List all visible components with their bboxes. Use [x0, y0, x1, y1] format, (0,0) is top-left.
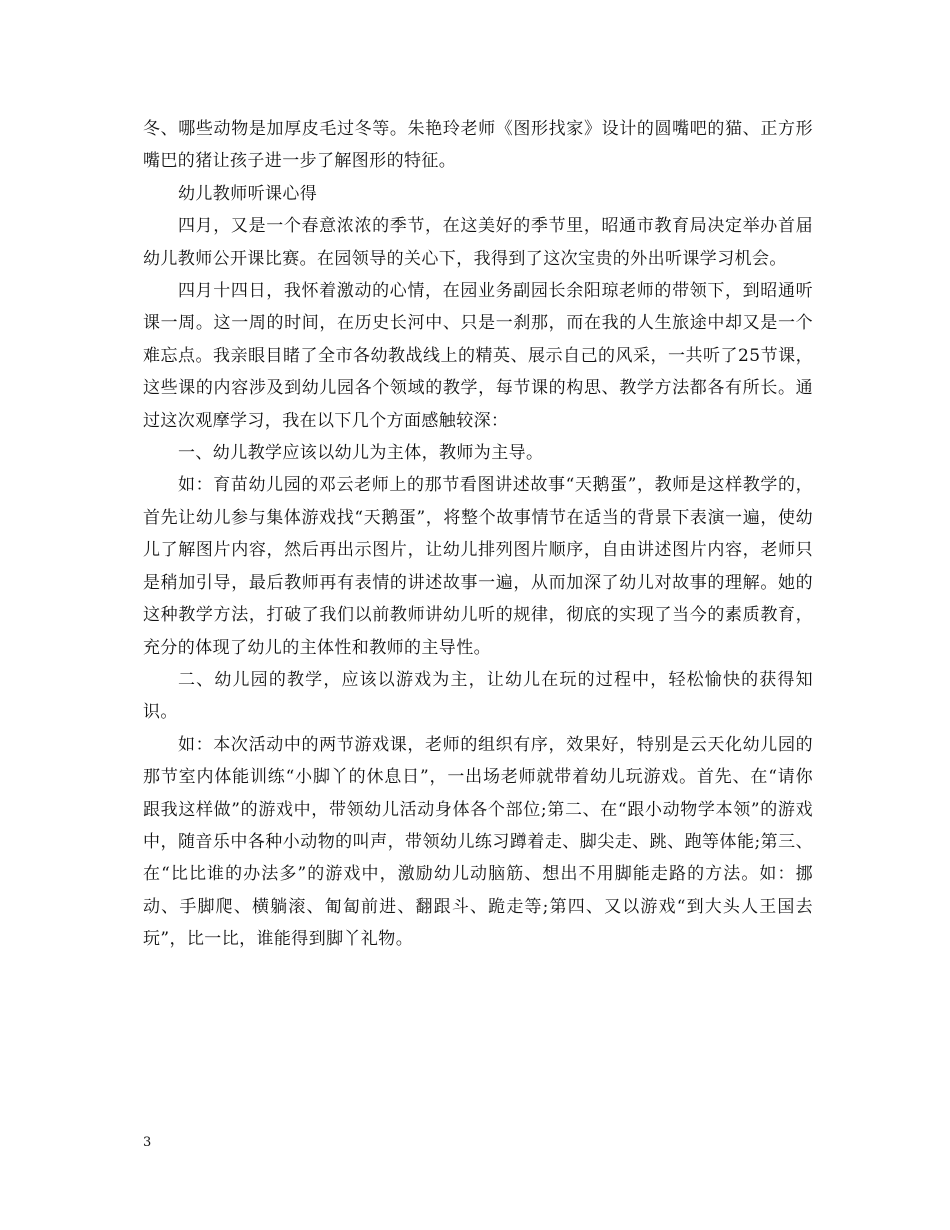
paragraph-continuation: 冬、哪些动物是加厚皮毛过冬等。朱艳玲老师《图形找家》设计的圆嘴吧的猫、正方形嘴巴的猪让孩子进一步了解图形的特征。: [143, 119, 813, 172]
section-heading: 幼儿教师听课心得: [178, 183, 318, 204]
paragraph-point-one-example: 如：育苗幼儿园的邓云老师上的那节看图讲述故事“天鹅蛋”，教师是这样教学的，首先让幼儿参与集体游戏找“天鹅蛋”，将整个故事情节在适当的背景下表演一遍，使幼儿了解图片内容，然后再出示图片，让幼儿排列图片顺序，自由讲述图片内容，老师只是稍加引导，最后教师再有表情的讲述故事一遍，从而加深了幼儿对故事的理解。她的这种教学方法，打破了我们以前教师讲幼儿听的规律，彻底的实现了当今的素质教育，充分的体现了幼儿的主体性和教师的主导性。: [143, 475, 813, 658]
page-number: 3: [143, 1135, 152, 1150]
point-one-heading: 一、幼儿教学应该以幼儿为主体，教师为主导。: [178, 443, 544, 464]
paragraph-observation-week: 四月十四日，我怀着激动的心情，在园业务副园长余阳琼老师的带领下，到昭通听课一周。这一周的时间，在历史长河中、只是一刹那，而在我的人生旅途中却又是一个难忘点。我亲眼目睹了全市各幼教战线上的精英、展示自己的风采，一共听了25节课，这些课的内容涉及到幼儿园各个领域的教学，每节课的构思、教学方法都各有所长。通过这次观摩学习，我在以下几个方面感触较深：: [143, 281, 813, 431]
paragraph-april-intro: 四月，又是一个春意浓浓的季节，在这美好的季节里，昭通市教育局决定举办首届幼儿教师公开课比赛。在园领导的关心下，我得到了这次宝贵的外出听课学习机会。: [143, 216, 813, 269]
paragraph-point-two-example: 如：本次活动中的两节游戏课，老师的组织有序，效果好，特别是云天化幼儿园的那节室内体能训练“小脚丫的休息日”，一出场老师就带着幼儿玩游戏。首先、在“请你跟我这样做”的游戏中，带领幼儿活动身体各个部位;第二、在“跟小动物学本领”的游戏中，随音乐中各种小动物的叫声，带领幼儿练习蹲着走、脚尖走、跳、跑等体能;第三、在“比比谁的办法多”的游戏中，激励幼儿动脑筋、想出不用脚能走路的方法。如：挪动、手脚爬、横躺滚、匍匐前进、翻跟斗、跪走等;第四、又以游戏“到大头人王国去玩”，比一比，谁能得到脚丫礼物。: [143, 734, 813, 950]
document-body: [143, 113, 813, 956]
point-two-heading: 二、幼儿园的教学，应该以游戏为主，让幼儿在玩的过程中，轻松愉快的获得知识。: [143, 669, 813, 723]
